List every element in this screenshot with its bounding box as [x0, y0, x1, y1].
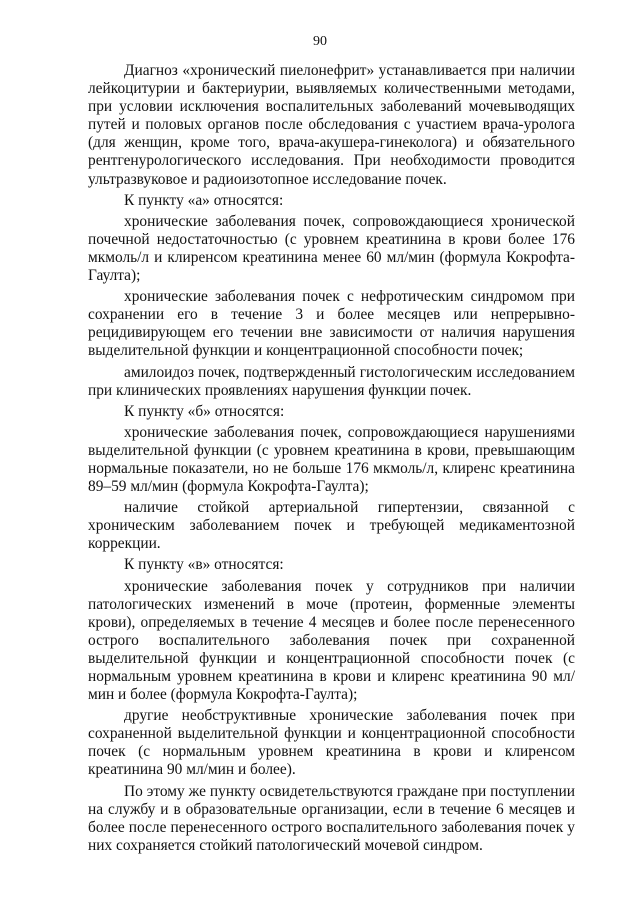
- paragraph-item-b-1: хронические заболевания почек, сопровождающиеся нарушениями выделительной функции (с уровнем креатинина в крови, превышающим нормальные показатели, но не больше 176 мкмоль/л, клиренс креатинина 89–59 мл/мин (формула Кокрофта-Гаулта);: [88, 423, 575, 496]
- paragraph-item-a-1: хронические заболевания почек, сопровождающиеся хронической почечной недостаточностью (с уровнем креатинина в крови более 176 мкмоль/л и клиренсом креатинина менее 60 мл/мин (формула Кокрофта-Гаулта);: [88, 212, 575, 285]
- paragraph-item-b-2: наличие стойкой артериальной гипертензии, связанной с хроническим заболеванием почек и требующей медикаментозной коррекции.: [88, 499, 575, 553]
- document-body: [88, 62, 575, 855]
- page-number: 90: [313, 34, 327, 49]
- paragraph-diagnosis: Диагноз «хронический пиелонефрит» устанавливается при наличии лейкоцитурии и бактериурии, выявляемых количественными методами, при условии исключения воспалительных заболеваний мочевыводящих путей и половых органов после обследования с участием врача-уролога (для женщин, кроме того, врача-акушера-гинеколога) и обязательного рентгенурологического исследования. При необходимости проводится ультразвуковое и радиоизотопное исследование почек.: [88, 62, 575, 188]
- paragraph-item-v-1: хронические заболевания почек у сотрудников при наличии патологических изменений в моче (протеин, форменные элементы крови), определяемых в течение 4 месяцев и более после перенесенного острого воспалительного заболевания почек при сохраненной выделительной функции и концентрационной способности почек (с нормальным уровнем креатинина в крови и клиренс креатинина 90 мл/мин и более (формула Кокрофта-Гаулта);: [88, 577, 575, 704]
- paragraph-item-a-2: хронические заболевания почек с нефротическим синдромом при сохранении его в течение 3 и более месяцев или непрерывно-рецидивирующем его течении вне зависимости от наличия нарушения выделительной функции и концентрационной способности почек;: [88, 288, 575, 360]
- paragraph-item-a-3: амилоидоз почек, подтвержденный гистологическим исследованием при клинических проявлениях нарушения функции почек.: [88, 363, 575, 399]
- paragraph-item-v-2: другие необструктивные хронические заболевания почек при сохраненной выделительной функции и концентрационной способности почек (с нормальным уровнем креатинина в крови и клиренсом креатинина 90 мл/мин и более).: [88, 707, 575, 779]
- paragraph-same-item-note: По этому же пункту освидетельствуются граждане при поступлении на службу и в образовательные организации, если в течение 6 месяцев и более после перенесенного острого воспалительного заболевания почек у них сохраняется стойкий патологический мочевой синдром.: [88, 782, 575, 854]
- paragraph-item-a-heading: К пункту «а» относятся:: [124, 191, 284, 209]
- paragraph-item-v-heading: К пункту «в» относятся:: [124, 556, 284, 574]
- paragraph-item-b-heading: К пункту «б» относятся:: [124, 402, 285, 420]
